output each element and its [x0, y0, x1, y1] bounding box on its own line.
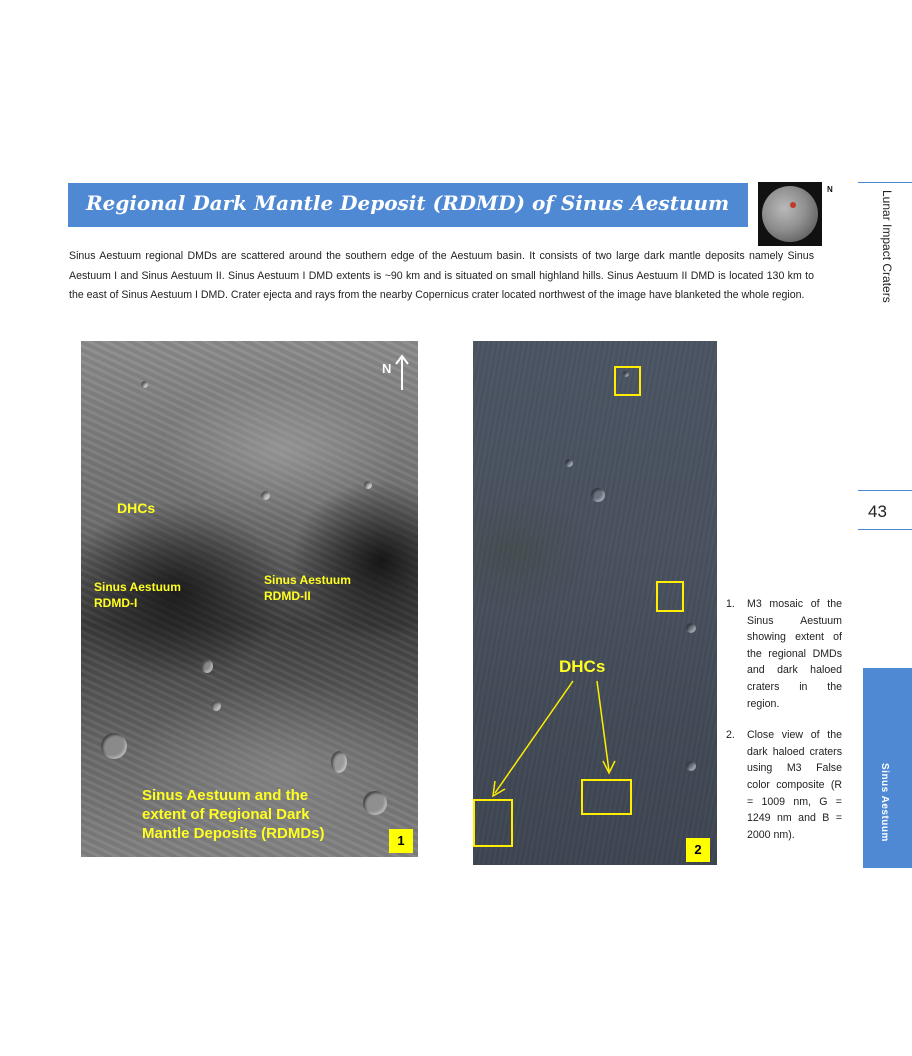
rdmd-2-label-line1: Sinus Aestuum: [264, 573, 351, 587]
moon-location-thumbnail: [758, 182, 822, 246]
page-number-rule-bottom: [858, 529, 912, 530]
crater: [363, 791, 387, 815]
crater: [141, 381, 148, 388]
chapter-side-tab-label: Sinus Aestuum: [879, 763, 890, 842]
page-number: 43: [868, 502, 887, 521]
figure-2-closeup: [473, 341, 717, 865]
caption-text: Close view of the dark haloed craters using M3 False color composite (R = 1009 nm, G = 1249 nm and B = 2000 nm).: [747, 729, 842, 841]
north-label: N: [382, 361, 392, 376]
figure-1-caption-line3: Mantle Deposits (RDMDs): [142, 825, 325, 842]
caption-number: 2.: [726, 729, 735, 742]
crater: [261, 491, 270, 500]
location-marker: [790, 202, 796, 208]
dhc-pointer-arrows: [473, 341, 717, 865]
figure-2-number-badge: 2: [686, 838, 710, 862]
page-title: Regional Dark Mantle Deposit (RDMD) of Sinus Aestuum: [86, 191, 730, 215]
page-number-rule-top: [858, 490, 912, 491]
chapter-side-tab: [863, 668, 912, 868]
side-rule-top: [858, 182, 912, 183]
dhcs-label: DHCs: [559, 657, 606, 676]
figure-1-number-badge: 1: [389, 829, 413, 853]
figure-1-mosaic: [81, 341, 418, 857]
dhcs-label: DHCs: [117, 500, 156, 516]
thumbnail-north-label: N: [827, 185, 833, 194]
caption-number: 1.: [726, 598, 735, 610]
crater: [364, 481, 372, 489]
rdmd-2-label-line2: RDMD-II: [264, 589, 311, 603]
crater: [201, 659, 213, 673]
figure-1-caption-line1: Sinus Aestuum and the: [142, 787, 309, 804]
rdmd-1-label-line2: RDMD-I: [94, 596, 138, 610]
moon-disc: [762, 186, 818, 242]
crater: [331, 751, 347, 773]
intro-paragraph: Sinus Aestuum regional DMDs are scattered around the southern edge of the Aestuum basin. It consists of two large dark mantle deposits namely Sinus Aestuum I and Sinus Aestuum II. Sinus Aestuum I DMD extents is ~90 km and is situated on small highland hills. Sinus Aestuum II DMD is located 130 km to the east of Sinus Aestuum I DMD. Crater ejecta and rays from the nearby Copernicus crater located northwest of the image have blanketed the whole region.: [69, 250, 814, 302]
section-side-label: Lunar Impact Craters: [880, 190, 894, 303]
figure-captions: [726, 596, 842, 858]
crater: [211, 701, 221, 711]
crater: [101, 733, 127, 759]
title-banner: [68, 183, 748, 227]
figure-1-caption-line2: extent of Regional Dark: [142, 806, 310, 823]
caption-item: [726, 596, 842, 712]
caption-item: [726, 727, 842, 843]
caption-text: M3 mosaic of the Sinus Aestuum showing extent of the regional DMDs and dark haloed craters in the region.: [747, 598, 842, 710]
rdmd-1-label-line1: Sinus Aestuum: [94, 580, 181, 594]
